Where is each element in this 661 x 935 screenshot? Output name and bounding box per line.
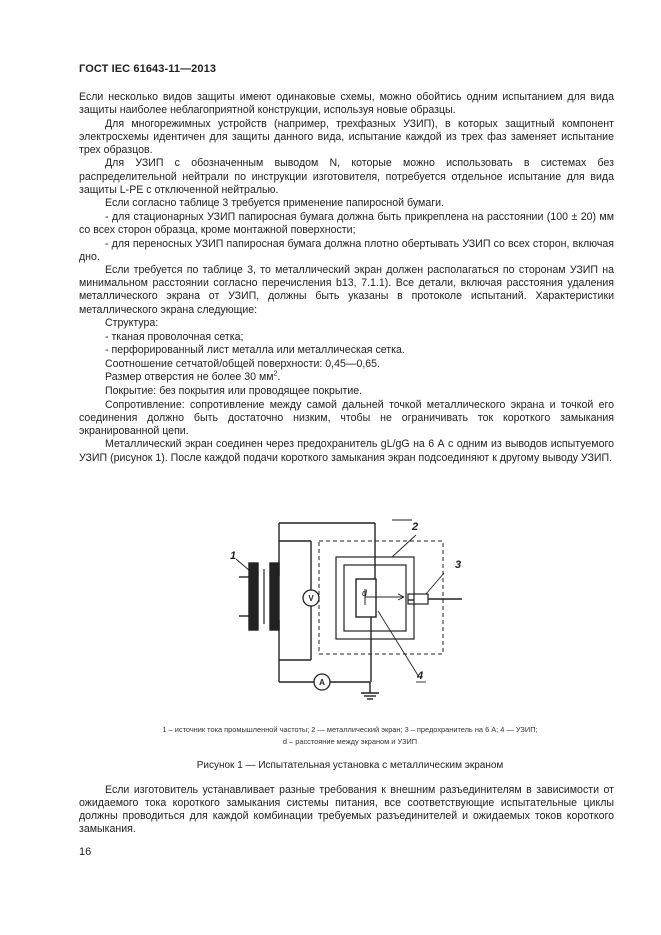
label-fuse: 3 <box>455 559 462 571</box>
page-number: 16 <box>79 846 92 858</box>
paragraph: Металлический экран соединен через предохранитель gL/gG на 6 А с одним из выводов испытуемого УЗИП (рисунок 1). После каждой подачи короткого замыкания экран подсоединяют к другому выводу УЗИП. <box>79 438 614 464</box>
paragraph: Для УЗИП с обозначенным выводом N, которые можно использовать в системах без распределительной нейтрали по инструкции изготовителя, потребуется отдельное испытание для вида защиты L-PE с отключенной нейтралью. <box>79 157 614 196</box>
list-item: - перфорированный лист металла или металлическая сетка. <box>105 344 405 357</box>
ammeter-label: A <box>319 678 325 687</box>
paragraph: Если согласно таблице 3 требуется применение папиросной бумаги. <box>105 197 444 210</box>
legend-line: 1 – источник тока промышленной частоты; 2 — металлический экран; 3 – предохранитель на 6 А; 4 — УЗИП; <box>162 725 538 734</box>
paragraph: Если несколько видов защиты имеют одинаковые схемы, можно обойтись одним испытанием для вида защиты наиболее неблагоприятной конструкции, используя новые образцы. <box>79 91 614 117</box>
legend-line: d – расстояние между экраном и УЗИП <box>282 737 418 746</box>
paragraph: Структура: <box>105 317 159 330</box>
paragraph: Соотношение сетчатой/общей поверхности: 0,45—0,65. <box>105 357 381 370</box>
transformer-primary-winding <box>249 563 258 630</box>
paragraph: Если изготовитель устанавливает разные требования к внешним разъединителям в зависимости от ожидаемого тока короткого замыкания системы питания, все соответствующие испытательные циклы должны проводиться для каждой комбинации требуемых разъединителей и ожидаемых токов короткого замыкания. <box>79 784 614 836</box>
label-metal-screen: 2 <box>412 521 419 533</box>
paragraph: Сопротивление: сопротивление между самой дальней точкой металлического экрана и точкой его соединения должно быть достаточно низким, чтобы не ограничивать ток короткого замыкания экранированной цепи. <box>79 398 614 437</box>
test-setup-diagram <box>218 517 478 712</box>
label-distance: d <box>362 588 368 598</box>
document-header: ГОСТ IEC 61643-11—2013 <box>79 63 217 75</box>
body-text-continued <box>79 784 614 836</box>
label-spd: 4 <box>417 670 424 682</box>
paragraph: Для многорежимных устройств (например, трехфазных УЗИП), в которых защитный компонент электросхемы идентичен для защиты данного вида, испытание каждой из трех фаз заменяет испытание трех образцов. <box>79 117 614 156</box>
list-item: - для стационарных УЗИП папиросная бумага должна быть прикреплена на расстоянии (100 ± 20) мм со всех сторон образца, кроме монтажной поверхности; <box>79 210 614 236</box>
circuit-diagram <box>218 517 478 712</box>
paragraph: Размер отверстия не более 30 $мм^2$. <box>105 370 281 384</box>
figure-legend <box>80 724 620 748</box>
voltmeter-label: V <box>308 594 314 603</box>
paragraph: Если требуется по таблице 3, то металлический экран должен располагаться по сторонам УЗИП на минимальном расстоянии согласно перечисления b13, 7.1.1). Все детали, включая расстояния удаления металлического экрана от УЗИП, должны быть указаны в протоколе испытаний. Характеристики металлического экрана следующие: <box>79 264 614 316</box>
label-power-source: 1 <box>230 550 237 562</box>
transformer-secondary-winding <box>270 563 279 630</box>
paragraph: Покрытие: без покрытия или проводящее покрытие. <box>105 385 363 398</box>
figure-caption: Рисунок 1 — Испытательная установка с металлическим экраном <box>196 760 504 771</box>
list-item: - для переносных УЗИП папиросная бумага должна плотно обертывать УЗИП со всех сторон, включая дно. <box>79 237 614 263</box>
list-item: - тканая проволочная сетка; <box>105 330 244 343</box>
hole-size-text: Размер отверстия не более 30 мм <box>105 371 274 384</box>
body-text <box>79 91 614 465</box>
superscript: 2 <box>273 370 278 378</box>
